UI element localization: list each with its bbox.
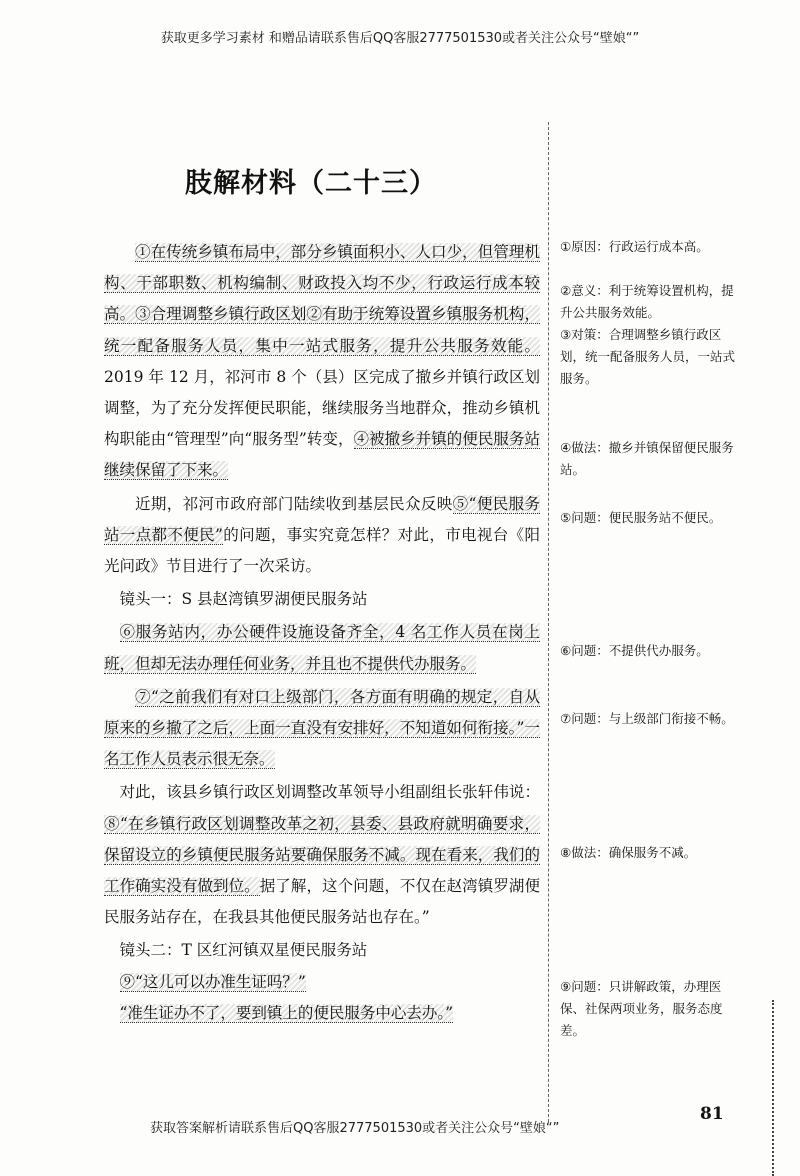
highlight-7: ⑦“之前我们有对口上级部门，各方面有明确的规定，自从原来的乡撤了之后，上面一直没有安排好，不知道如何衔接。”一名工作人员表示很无奈。: [104, 687, 540, 769]
paragraph-2-text-end: 的问题，事实究竟怎样？对此，市电视台《阳光问政》节目进行了一次采访。: [104, 525, 540, 576]
paragraph-7: [104, 998, 540, 1029]
highlight-8: ⑧“在乡镇行政区划调整改革之初，县委、县政府就明确要求，保留设立的乡镇便民服务站要确保服务不减。现在看来，我们的工作确实没有做到位。: [104, 814, 540, 896]
paragraph-6: [104, 967, 540, 998]
column-divider: [548, 122, 549, 1122]
highlight-1-4: ①在传统乡镇布局中，部分乡镇面积小、人口少，但管理机构、干部职数、机构编制、财政投入均不少，行政运行成本较高。③合理调整乡镇行政区划②有助于统筹设置乡镇服务机构，统一配备服务人员，集中一站式服务，提升公共服务效能。: [104, 243, 540, 355]
paragraph-1: [104, 237, 540, 487]
highlight-4: ④被撤乡并镇的便民服务站继续保留了下来。: [104, 430, 540, 480]
paragraph-5-text: 对此，该县乡镇行政区划调整改革领导小组副组长张轩伟说：: [119, 783, 540, 802]
margin-note-9: ⑨问题：只讲解政策，办理医保、社保两项业务，服务态度差。: [560, 979, 723, 1038]
scene-two-heading: 镜头二：T 区红河镇双星便民服务站: [119, 941, 368, 960]
margin-note-5: ⑤问题：便民服务站不便民。: [560, 510, 722, 525]
paragraph-3: [104, 617, 540, 679]
highlight-6: ⑥服务站内，办公硬件设施设备齐全，4 名工作人员在岗上班，但却无法办理任何业务，并且也不提供代办服务。: [104, 623, 540, 673]
scene-one-heading: 镜头一：S 县赵湾镇罗湖便民服务站: [119, 590, 368, 609]
highlight-9: ⑨“这儿可以办准生证吗？”: [119, 972, 306, 991]
page-edge-mark: [772, 1000, 774, 1176]
material-body: [104, 237, 540, 1029]
margin-note-7: ⑦问题：与上级部门衔接不畅。: [560, 711, 734, 726]
margin-note-6: ⑥问题：不提供代办服务。: [560, 643, 709, 658]
margin-note-1: ①原因：行政运行成本高。: [560, 239, 709, 254]
highlight-answer: “准生证办不了，要到镇上的便民服务中心去办。”: [119, 1003, 454, 1022]
paragraph-1-text: 2019 年 12 月，祁河市 8 个（县）区完成了撤乡并镇行政区划调整，为了充分发挥便民职能，继续服务当地群众，推动乡镇机构职能由“管理型”向“服务型”转变，: [104, 367, 540, 449]
margin-note-4: ④做法：撤乡并镇保留便民服务站。: [560, 440, 734, 477]
highlight-5: ⑤“便民服务站一点都不便民”: [104, 494, 540, 544]
paragraph-2: [104, 489, 540, 583]
header-note: 获取更多学习素材 和赠品请联系售后QQ客服2777501530或者关注公众号“壁娘“”: [160, 31, 640, 46]
margin-note-8: ⑧做法：确保服务不减。: [560, 845, 697, 860]
paragraph-4: [104, 682, 540, 776]
page-number: 81: [700, 1104, 724, 1124]
margin-note-2: ②意义：利于统筹设置机构，提升公共服务效能。: [560, 283, 734, 320]
page-title: 肢解材料（二十三）: [185, 168, 437, 199]
footer-note: 获取答案解析请联系售后QQ客服2777501530或者关注公众号“壁娘“”: [150, 1121, 560, 1136]
paragraph-5-text-end: 据了解，这个问题，不仅在赵湾镇罗湖便民服务站存在，在我县其他便民服务站也存在。”: [104, 877, 540, 927]
margin-note-3: ③对策：合理调整乡镇行政区划，统一配备服务人员，一站式服务。: [560, 327, 736, 386]
paragraph-2-text: 近期，祁河市政府部门陆续收到基层民众反映: [135, 494, 453, 513]
paragraph-5: [104, 777, 540, 933]
